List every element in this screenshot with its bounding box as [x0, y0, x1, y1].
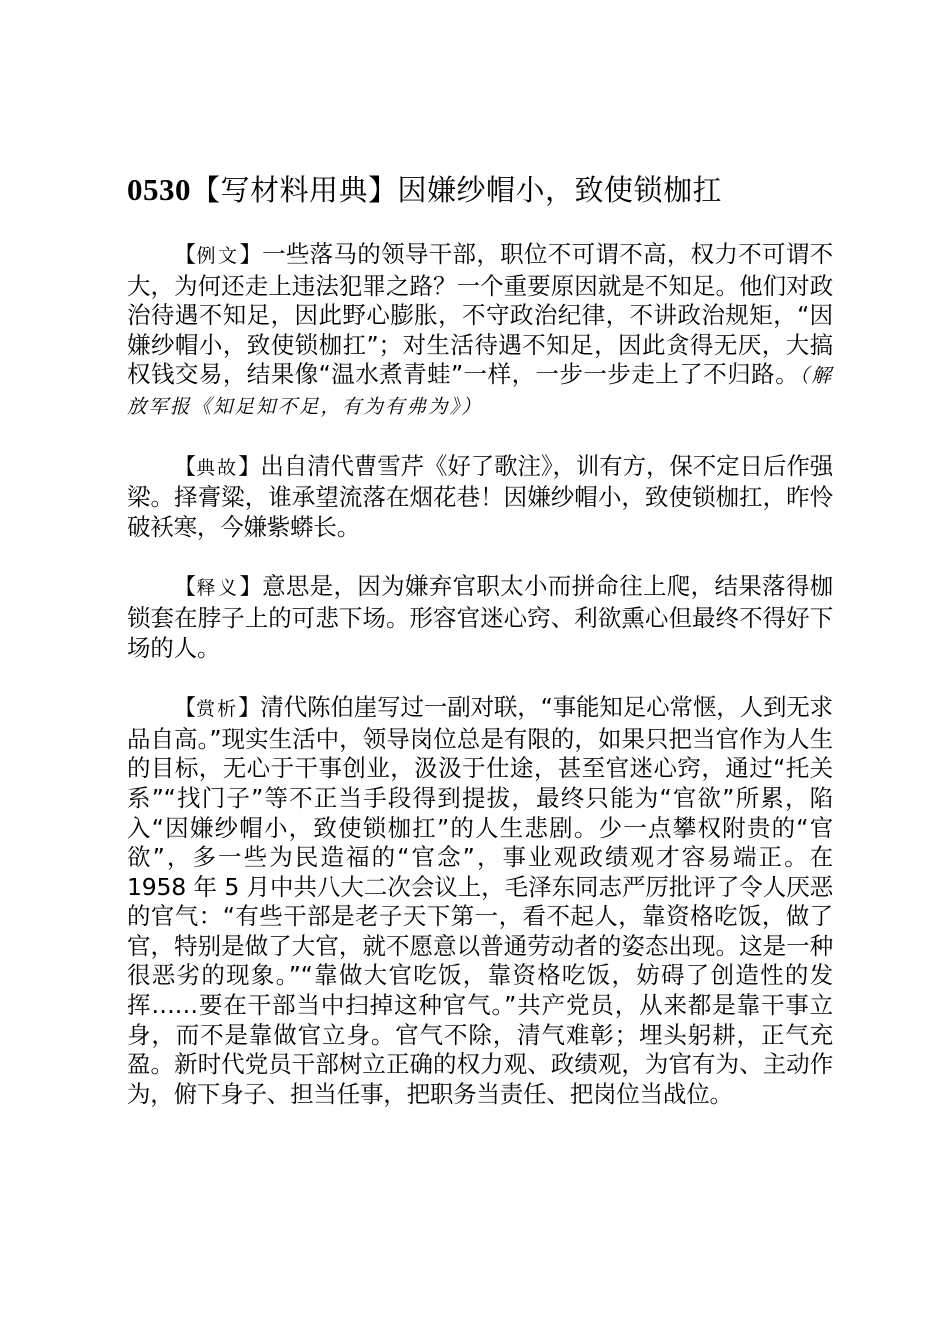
section-example: [127, 240, 833, 422]
section-analysis: [127, 693, 833, 1109]
allusion-body: 出自清代曹雪芹《好了歌注》，训有方，保不定日后作强梁。择膏粱，谁承望流落在烟花巷！因嫌纱帽小，致使锁枷扛，昨怜破袄寒，今嫌紫蟒长。: [127, 451, 833, 541]
section-label-example: 【例文】: [174, 243, 263, 268]
allusion-label-text: 典故: [196, 456, 239, 479]
title-text: 【写材料用典】因嫌纱帽小，致使锁枷扛: [191, 173, 723, 207]
example-citation: （解放军报《知足知不足，有为有弗为》）: [127, 364, 833, 418]
meaning-body: 意思是，因为嫌弃官职太小而拼命往上爬，结果落得枷锁套在脖子上的可悲下场。形容官迷心窍、利欲熏心但最终不得好下场的人。: [127, 572, 833, 662]
section-label-analysis: 【赏析】: [174, 696, 261, 722]
section-allusion: [127, 452, 833, 543]
section-label-allusion: 【典故】: [174, 454, 261, 480]
example-body: 一些落马的领导干部，职位不可谓不高，权力不可谓不大，为何还走上违法犯罪之路？一个重要原因就是不知足。他们对政治待遇不知足，因此野心膨胀，不守政治纪律，不讲政治规矩，“因嫌纱帽小，致使锁枷扛”；对生活待遇不知足，因此贪得无厌，大搞权钱交易，结果像“温水煮青蛙”一样，一步一步走上了不归路。: [127, 240, 833, 389]
section-label-meaning: 【释义】: [174, 575, 263, 601]
analysis-body: 清代陈伯崖写过一副对联，“事能知足心常惬，人到无求品自高。”现实生活中，领导岗位总是有限的，如果只把当官作为人生的目标，无心于干事创业，汲汲于仕途，甚至官迷心窍，通过“托关系”“找门子”等不正当手段得到提拔，最终只能为“官欲”所累，陷入“因嫌纱帽小，致使锁枷扛”的人生悲剧。少一点攀权附贵的“官欲”，多一些为民造福的“官念”，事业观政绩观才容易端正。在 1958 年 5 月中共八大二次会议上，毛泽东同志严厉批评了令人厌恶的官气：“有些干部是老子天下第一，看不起人，靠资格吃饭，做了官，特别是做了大官，就不愿意以普通劳动者的姿态出现。这是一种很恶劣的现象。”“靠做大官吃饭，靠资格吃饭，妨碍了创造性的发挥……要在干部当中扫掉这种官气。”共产党员，从来都是靠干事立身，而不是靠做官立身。官气不除，清气难彰；埋头躬耕，正气充盈。新时代党员干部树立正确的权力观、政绩观，为官有为、主动作为，俯下身子、担当任事，把职务当责任、把岗位当战位。: [127, 693, 833, 1108]
analysis-label-text: 赏析: [196, 698, 239, 721]
document-title: [127, 168, 833, 212]
meaning-label-text: 释义: [196, 577, 240, 600]
section-meaning: [127, 572, 833, 663]
example-label-text: 例文: [196, 245, 240, 267]
title-number: 0530: [127, 172, 191, 207]
document-page: [127, 168, 833, 1139]
